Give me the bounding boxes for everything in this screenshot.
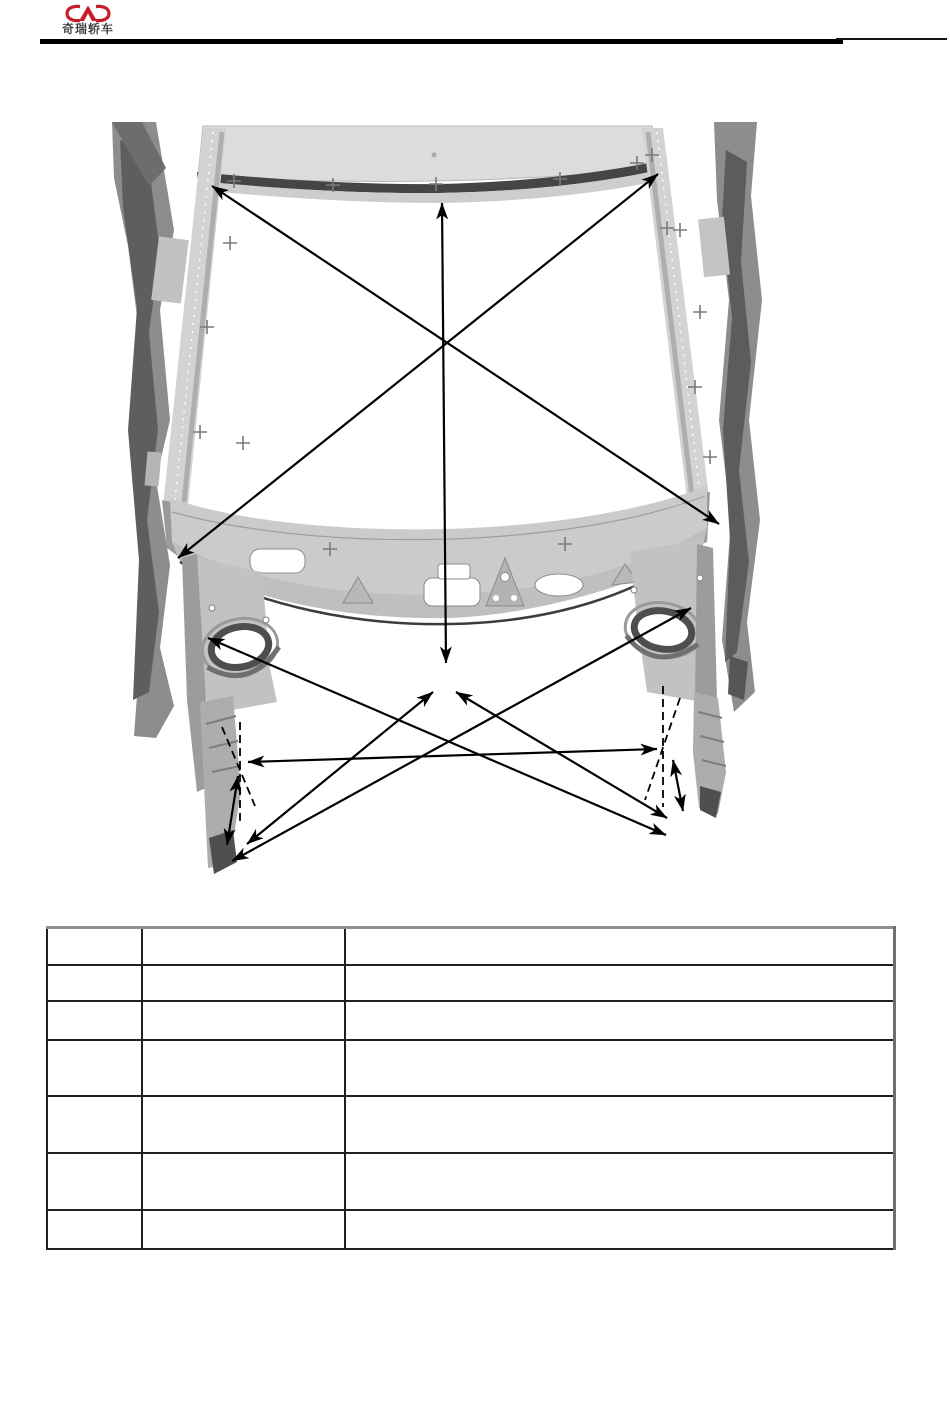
table-cell (47, 928, 142, 965)
table-cell (142, 1210, 345, 1249)
table-cell (345, 1153, 894, 1210)
dimension-arrow (178, 174, 658, 558)
dimension-spec-table (46, 926, 896, 1250)
table-cell (47, 1001, 142, 1040)
dimension-arrow (232, 608, 691, 861)
table-cell (142, 1096, 345, 1153)
table-cell (345, 1096, 894, 1153)
table-cell (142, 928, 345, 965)
plus-mark (223, 236, 237, 250)
table-cell (47, 1040, 142, 1096)
table-cell (47, 1096, 142, 1153)
dimension-arrow (248, 749, 657, 762)
registration-marks (193, 148, 717, 556)
table-cell (345, 1210, 894, 1249)
dimension-arrow (212, 186, 719, 524)
dimension-arrow (208, 638, 666, 835)
plus-mark (236, 436, 250, 450)
table-row (47, 1210, 894, 1249)
plus-mark (693, 305, 707, 319)
brand-text: 奇瑞轿车 (61, 22, 114, 36)
car-body-illustration (112, 122, 762, 874)
table-cell (142, 1040, 345, 1096)
table-cell (345, 928, 894, 965)
table-row (47, 965, 894, 1001)
table-cell (47, 965, 142, 1001)
table-cell (47, 1153, 142, 1210)
table-cell (345, 1001, 894, 1040)
table-cell (142, 1153, 345, 1210)
table-cell (345, 965, 894, 1001)
table-row (47, 1001, 894, 1040)
dimension-arrow (673, 760, 683, 811)
dimension-table-body (47, 928, 894, 1249)
table-row (47, 1096, 894, 1153)
table-cell (142, 965, 345, 1001)
table-row (47, 1153, 894, 1210)
table-cell (142, 1001, 345, 1040)
table-cell (345, 1040, 894, 1096)
table-cell (47, 1210, 142, 1249)
plus-mark (703, 450, 717, 464)
dimension-arrow (247, 692, 433, 844)
table-row (47, 928, 894, 965)
table-row (47, 1040, 894, 1096)
